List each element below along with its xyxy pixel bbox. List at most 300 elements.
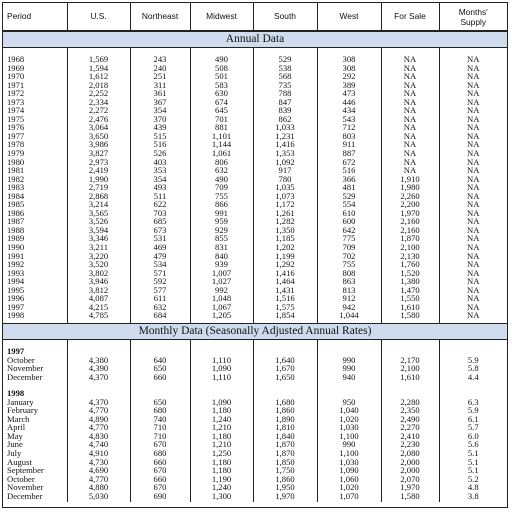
cell-midwest: 1,190 [190, 475, 253, 484]
table-row [3, 423, 507, 432]
cell-months-supply: NA [467, 156, 480, 167]
cell-west: 1,100 [317, 432, 381, 441]
cell-south: 1,185 [253, 234, 317, 243]
cell-midwest: 1,180 [190, 458, 253, 467]
year-group-label [3, 347, 507, 356]
cell-us: 2,018 [67, 81, 130, 90]
cell-west: 1,090 [317, 466, 381, 475]
cell-period: 1973 [3, 98, 67, 107]
cell-northeast: 370 [130, 115, 190, 124]
cell-months-supply: NA [467, 259, 480, 270]
cell-us: 4,380 [67, 356, 130, 365]
cell-west: 543 [317, 115, 381, 124]
cell-for-sale: 2,080 [381, 449, 439, 458]
table-row [3, 166, 507, 175]
cell-northeast: 670 [130, 466, 190, 475]
cell-midwest: 645 [190, 106, 253, 115]
table-row [3, 373, 507, 382]
cell-period: 1986 [3, 209, 67, 218]
cell-us: 3,520 [67, 260, 130, 269]
cell-for-sale: NA [381, 64, 439, 73]
cell-months-supply: NA [467, 224, 480, 235]
cell-months-supply: NA [467, 250, 480, 261]
cell-northeast: 650 [130, 364, 190, 373]
cell-west: 912 [317, 294, 381, 303]
cell-west: 942 [317, 303, 381, 312]
cell-northeast: 403 [130, 158, 190, 167]
header-west: West [317, 3, 381, 31]
table-row [3, 286, 507, 295]
cell-west: 308 [317, 55, 381, 64]
column-header-row [3, 3, 507, 31]
cell-south: 1,202 [253, 243, 317, 252]
cell-us: 4,370 [67, 398, 130, 407]
cell-west: 887 [317, 149, 381, 158]
table-row [3, 483, 507, 492]
cell-period: 1971 [3, 81, 67, 90]
cell-period: 1970 [3, 72, 67, 81]
cell-west: 672 [317, 158, 381, 167]
cell-us: 2,272 [67, 106, 130, 115]
table-row [3, 458, 507, 467]
cell-west: 554 [317, 200, 381, 209]
table-row [3, 432, 507, 441]
cell-south: 1,431 [253, 286, 317, 295]
table-row [3, 192, 507, 201]
header-us: U.S. [67, 3, 130, 31]
table-row [3, 406, 507, 415]
cell-period: 1988 [3, 226, 67, 235]
table-row [3, 55, 507, 64]
cell-west: 702 [317, 252, 381, 261]
cell-months-supply: NA [467, 173, 480, 184]
cell-period: May [3, 432, 67, 441]
table-row [3, 226, 507, 235]
cell-us: 3,346 [67, 234, 130, 243]
cell-us: 3,812 [67, 286, 130, 295]
cell-west: 911 [317, 140, 381, 149]
cell-period: 1997 [3, 303, 67, 312]
cell-period: 1981 [3, 166, 67, 175]
cell-west: 990 [317, 440, 381, 449]
cell-us: 2,973 [67, 158, 130, 167]
cell-south: 1,970 [253, 492, 317, 501]
cell-us: 4,215 [67, 303, 130, 312]
cell-northeast: 577 [130, 286, 190, 295]
header-south: South [253, 3, 317, 31]
cell-west: 1,030 [317, 458, 381, 467]
cell-months-supply: NA [467, 79, 480, 90]
cell-south: 1,172 [253, 200, 317, 209]
header-northeast: Northeast [130, 3, 190, 31]
cell-south: 1,282 [253, 217, 317, 226]
table-row [3, 106, 507, 115]
cell-midwest: 1,205 [190, 311, 253, 320]
year-label: 1998 [3, 389, 67, 398]
cell-period: July [3, 449, 67, 458]
cell-south: 862 [253, 115, 317, 124]
cell-period: 1983 [3, 183, 67, 192]
cell-period: October [3, 475, 67, 484]
cell-for-sale: NA [381, 89, 439, 98]
cell-south: 1,870 [253, 440, 317, 449]
cell-months-supply: 5.2 [467, 473, 479, 484]
cell-for-sale: 2,070 [381, 475, 439, 484]
cell-for-sale: NA [381, 115, 439, 124]
cell-period: 1995 [3, 286, 67, 295]
table-row [3, 294, 507, 303]
cell-months-supply: NA [467, 293, 480, 304]
cell-south: 1,840 [253, 432, 317, 441]
table-row [3, 243, 507, 252]
table-row [3, 123, 507, 132]
cell-northeast: 710 [130, 423, 190, 432]
cell-period: 1980 [3, 158, 67, 167]
cell-period: November [3, 364, 67, 373]
cell-for-sale: 2,170 [381, 356, 439, 365]
cell-northeast: 703 [130, 209, 190, 218]
cell-south: 1,670 [253, 364, 317, 373]
cell-midwest: 1,300 [190, 492, 253, 501]
cell-period: 1977 [3, 132, 67, 141]
annual-data-table [3, 48, 507, 323]
cell-period: 1978 [3, 140, 67, 149]
cell-south: 1,199 [253, 252, 317, 261]
cell-west: 755 [317, 260, 381, 269]
cell-south: 1,810 [253, 423, 317, 432]
cell-midwest: 1,250 [190, 449, 253, 458]
cell-northeast: 680 [130, 449, 190, 458]
cell-us: 4,880 [67, 483, 130, 492]
table-row [3, 440, 507, 449]
cell-west: 709 [317, 243, 381, 252]
table-row [3, 183, 507, 192]
cell-period: 1998 [3, 311, 67, 320]
cell-months-supply: NA [467, 122, 480, 133]
cell-midwest: 1,048 [190, 294, 253, 303]
cell-period: 1968 [3, 55, 67, 64]
cell-northeast: 516 [130, 140, 190, 149]
cell-for-sale: 1,580 [381, 492, 439, 501]
cell-us: 3,946 [67, 277, 130, 286]
cell-northeast: 240 [130, 64, 190, 73]
cell-northeast: 690 [130, 492, 190, 501]
cell-us: 1,612 [67, 72, 130, 81]
cell-midwest: 501 [190, 72, 253, 81]
cell-midwest: 701 [190, 115, 253, 124]
spacer-row [3, 340, 507, 347]
cell-south: 788 [253, 89, 317, 98]
table-row [3, 158, 507, 167]
cell-west: 1,020 [317, 415, 381, 424]
cell-midwest: 1,240 [190, 415, 253, 424]
cell-west: 808 [317, 269, 381, 278]
cell-for-sale: 1,610 [381, 303, 439, 312]
cell-west: 990 [317, 356, 381, 365]
cell-midwest: 866 [190, 200, 253, 209]
cell-period: 1976 [3, 123, 67, 132]
table-row [3, 303, 507, 312]
cell-northeast: 650 [130, 398, 190, 407]
cell-months-supply: NA [467, 310, 480, 321]
cell-months-supply: 6.3 [467, 396, 479, 407]
header-midwest: Midwest [190, 3, 253, 31]
cell-south: 1,650 [253, 373, 317, 382]
cell-south: 1,416 [253, 140, 317, 149]
cell-months-supply: 6.1 [467, 413, 479, 424]
cell-northeast: 622 [130, 200, 190, 209]
table-row [3, 98, 507, 107]
cell-northeast: 592 [130, 277, 190, 286]
cell-northeast: 710 [130, 432, 190, 441]
cell-northeast: 361 [130, 89, 190, 98]
cell-for-sale: 2,230 [381, 440, 439, 449]
cell-us: 4,890 [67, 415, 130, 424]
cell-northeast: 660 [130, 458, 190, 467]
cell-period: 1994 [3, 277, 67, 286]
cell-months-supply: 5.7 [467, 422, 479, 433]
cell-months-supply: 5.1 [467, 456, 479, 467]
cell-northeast: 571 [130, 269, 190, 278]
cell-months-supply: 3.8 [467, 490, 479, 501]
cell-months-supply: NA [467, 62, 480, 73]
cell-south: 1,750 [253, 466, 317, 475]
cell-south: 1,261 [253, 209, 317, 218]
cell-for-sale: NA [381, 132, 439, 141]
cell-south: 1,854 [253, 311, 317, 320]
cell-northeast: 367 [130, 98, 190, 107]
cell-south: 1,860 [253, 406, 317, 415]
cell-for-sale: 2,200 [381, 200, 439, 209]
cell-for-sale: 2,280 [381, 398, 439, 407]
table-row [3, 140, 507, 149]
cell-period: 1985 [3, 200, 67, 209]
cell-midwest: 1,110 [190, 356, 253, 365]
table-row [3, 492, 507, 501]
cell-northeast: 670 [130, 440, 190, 449]
cell-months-supply: 5.1 [467, 465, 479, 476]
cell-west: 642 [317, 226, 381, 235]
cell-for-sale: NA [381, 140, 439, 149]
cell-west: 813 [317, 286, 381, 295]
cell-midwest: 1,210 [190, 423, 253, 432]
cell-months-supply: NA [467, 88, 480, 99]
cell-midwest: 490 [190, 55, 253, 64]
cell-west: 1,060 [317, 475, 381, 484]
cell-west: 292 [317, 72, 381, 81]
cell-us: 3,986 [67, 140, 130, 149]
cell-months-supply: NA [467, 105, 480, 116]
cell-northeast: 469 [130, 243, 190, 252]
cell-period: 1987 [3, 217, 67, 226]
cell-midwest: 831 [190, 243, 253, 252]
table-row [3, 64, 507, 73]
cell-months-supply: NA [467, 148, 480, 159]
cell-south: 1,640 [253, 356, 317, 365]
cell-northeast: 611 [130, 294, 190, 303]
cell-for-sale: 1,580 [381, 311, 439, 320]
table-row [3, 89, 507, 98]
cell-us: 2,476 [67, 115, 130, 124]
cell-west: 1,100 [317, 449, 381, 458]
header-months-supply: Months' Supply [439, 3, 507, 31]
cell-northeast: 640 [130, 356, 190, 365]
cell-period: September [3, 466, 67, 475]
cell-months-supply: NA [467, 71, 480, 82]
cell-south: 917 [253, 166, 317, 175]
table-row [3, 81, 507, 90]
cell-south: 839 [253, 106, 317, 115]
cell-us: 3,802 [67, 269, 130, 278]
cell-period: 1991 [3, 252, 67, 261]
cell-months-supply: NA [467, 113, 480, 124]
cell-period: 1979 [3, 149, 67, 158]
cell-us: 2,719 [67, 183, 130, 192]
cell-northeast: 534 [130, 260, 190, 269]
cell-south: 1,575 [253, 303, 317, 312]
cell-period: 1993 [3, 269, 67, 278]
cell-west: 803 [317, 132, 381, 141]
cell-months-supply: NA [467, 54, 480, 64]
cell-for-sale: 1,910 [381, 175, 439, 184]
cell-for-sale: 2,260 [381, 192, 439, 201]
cell-us: 4,910 [67, 449, 130, 458]
cell-for-sale: NA [381, 81, 439, 90]
cell-midwest: 881 [190, 123, 253, 132]
cell-west: 481 [317, 183, 381, 192]
cell-south: 1,416 [253, 269, 317, 278]
cell-northeast: 740 [130, 415, 190, 424]
spacer-row [3, 381, 507, 389]
cell-northeast: 515 [130, 132, 190, 141]
cell-period: 1989 [3, 234, 67, 243]
cell-south: 1,292 [253, 260, 317, 269]
cell-midwest: 1,144 [190, 140, 253, 149]
cell-months-supply: 6.0 [467, 430, 479, 441]
cell-west: 863 [317, 277, 381, 286]
cell-midwest: 855 [190, 234, 253, 243]
monthly-data-band: Monthly Data (Seasonally Adjusted Annual Rates) [3, 323, 507, 340]
cell-months-supply: NA [467, 182, 480, 193]
cell-northeast: 354 [130, 106, 190, 115]
cell-for-sale: NA [381, 55, 439, 64]
cell-south: 529 [253, 55, 317, 64]
cell-for-sale: 2,100 [381, 364, 439, 373]
cell-period: 1982 [3, 175, 67, 184]
cell-west: 529 [317, 192, 381, 201]
cell-south: 1,850 [253, 458, 317, 467]
cell-us: 3,220 [67, 252, 130, 261]
cell-us: 4,370 [67, 373, 130, 382]
cell-west: 1,070 [317, 492, 381, 501]
cell-northeast: 439 [130, 123, 190, 132]
cell-west: 389 [317, 81, 381, 90]
cell-us: 2,334 [67, 98, 130, 107]
cell-south: 1,092 [253, 158, 317, 167]
cell-midwest: 1,180 [190, 406, 253, 415]
cell-for-sale: 1,550 [381, 294, 439, 303]
cell-us: 4,087 [67, 294, 130, 303]
cell-for-sale: 1,380 [381, 277, 439, 286]
cell-west: 775 [317, 234, 381, 243]
cell-period: April [3, 423, 67, 432]
cell-us: 4,740 [67, 440, 130, 449]
cell-for-sale: NA [381, 98, 439, 107]
cell-months-supply: NA [467, 233, 480, 244]
table-row [3, 175, 507, 184]
cell-west: 1,040 [317, 406, 381, 415]
cell-us: 4,390 [67, 364, 130, 373]
cell-midwest: 1,210 [190, 440, 253, 449]
cell-south: 1,680 [253, 398, 317, 407]
cell-months-supply: NA [467, 96, 480, 107]
table-row [3, 466, 507, 475]
cell-west: 610 [317, 209, 381, 218]
cell-months-supply: 5.6 [467, 439, 479, 450]
cell-northeast: 680 [130, 406, 190, 415]
cell-period: 1992 [3, 260, 67, 269]
cell-us: 3,211 [67, 243, 130, 252]
cell-for-sale: 1,980 [381, 183, 439, 192]
cell-northeast: 670 [130, 483, 190, 492]
cell-south: 780 [253, 175, 317, 184]
cell-us: 3,565 [67, 209, 130, 218]
cell-northeast: 353 [130, 166, 190, 175]
cell-west: 446 [317, 98, 381, 107]
cell-for-sale: 2,270 [381, 423, 439, 432]
cell-months-supply: NA [467, 267, 480, 278]
cell-midwest: 1,180 [190, 432, 253, 441]
cell-period: June [3, 440, 67, 449]
cell-months-supply: 5.8 [467, 363, 479, 374]
cell-midwest: 1,007 [190, 269, 253, 278]
monthly-data-table [3, 340, 507, 502]
cell-us: 3,214 [67, 200, 130, 209]
cell-northeast: 493 [130, 183, 190, 192]
cell-us: 1,990 [67, 175, 130, 184]
cell-midwest: 630 [190, 89, 253, 98]
cell-west: 990 [317, 364, 381, 373]
cell-south: 1,231 [253, 132, 317, 141]
cell-for-sale: 1,470 [381, 286, 439, 295]
cell-south: 1,890 [253, 415, 317, 424]
cell-for-sale: 2,100 [381, 243, 439, 252]
cell-south: 1,073 [253, 192, 317, 201]
table-row [3, 72, 507, 81]
cell-south: 1,464 [253, 277, 317, 286]
cell-us: 3,594 [67, 226, 130, 235]
table-row [3, 252, 507, 261]
cell-midwest: 1,090 [190, 398, 253, 407]
cell-northeast: 511 [130, 192, 190, 201]
cell-midwest: 674 [190, 98, 253, 107]
cell-midwest: 840 [190, 252, 253, 261]
cell-west: 1,020 [317, 483, 381, 492]
cell-northeast: 251 [130, 72, 190, 81]
cell-northeast: 660 [130, 475, 190, 484]
table-row [3, 234, 507, 243]
cell-months-supply: NA [467, 301, 480, 312]
cell-for-sale: NA [381, 158, 439, 167]
cell-us: 1,569 [67, 55, 130, 64]
table-row [3, 209, 507, 218]
cell-south: 1,950 [253, 483, 317, 492]
cell-midwest: 632 [190, 166, 253, 175]
cell-for-sale: NA [381, 72, 439, 81]
cell-months-supply: NA [467, 139, 480, 150]
cell-period: 1984 [3, 192, 67, 201]
table-row [3, 200, 507, 209]
